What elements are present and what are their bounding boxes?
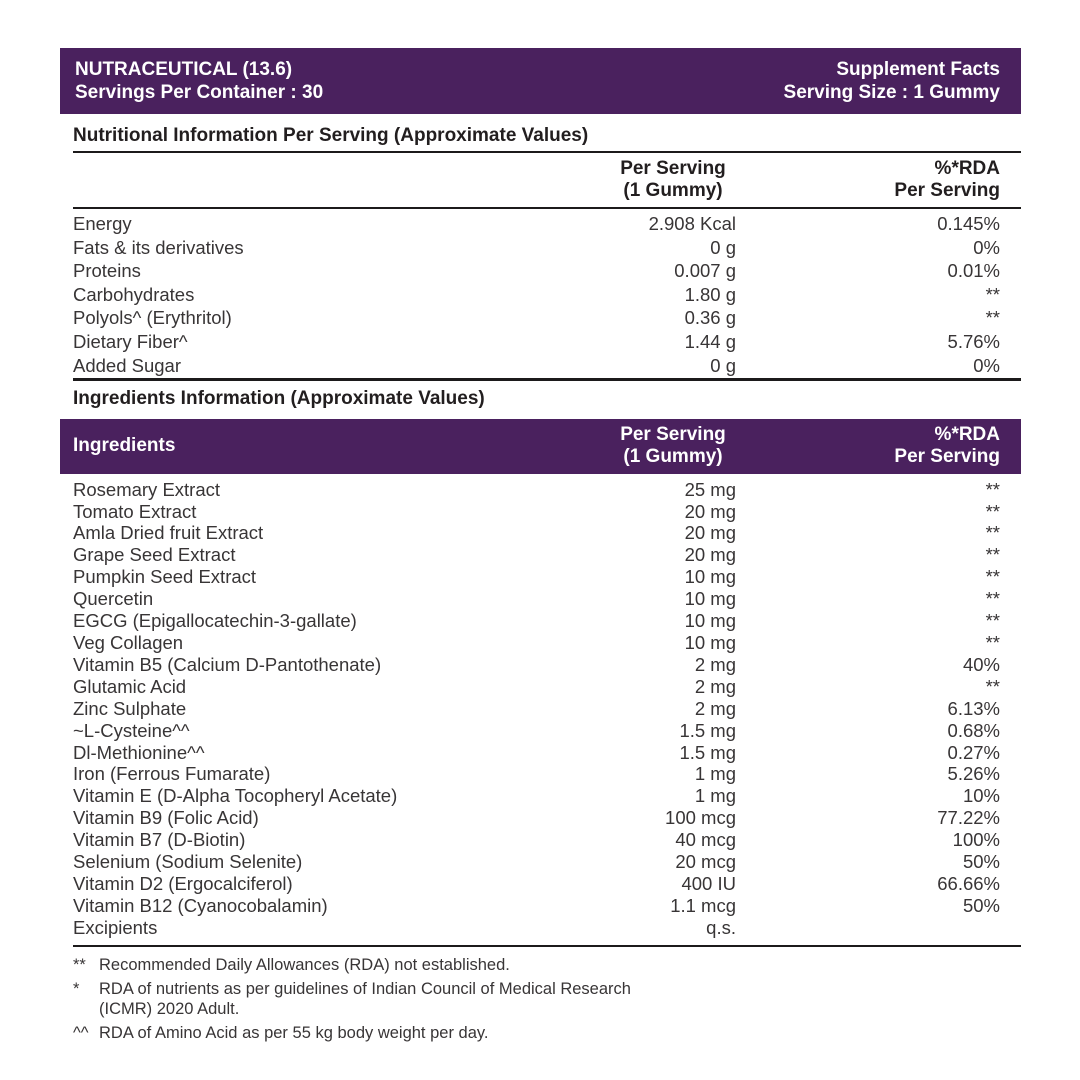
ingredient-row — [73, 698, 1021, 720]
ingredient-name: Rosemary Extract — [73, 478, 221, 500]
ingredient-amount: 2 mg — [694, 653, 736, 675]
supplement-facts-title: Supplement Facts — [836, 59, 1000, 80]
ingredient-row — [73, 544, 1021, 566]
footnote-text: RDA of Amino Acid as per 55 kg body weight per day. — [99, 1023, 489, 1042]
ingredient-rda: 40% — [962, 653, 1000, 675]
ingredient-amount: 20 mg — [684, 544, 736, 566]
ingredient-name: Vitamin B5 (Calcium D-Pantothenate) — [73, 653, 382, 675]
ingredient-name: Vitamin E (D-Alpha Tocopheryl Acetate) — [73, 785, 398, 807]
ingredient-rda: ** — [985, 500, 1000, 522]
ingredient-name: Dl-Methionine^^ — [73, 741, 205, 763]
nutrient-rda: 0% — [973, 236, 1000, 258]
ingredient-rda — [736, 917, 1021, 939]
ingredient-rda: 5.26% — [947, 763, 1000, 785]
ingredient-rda: ** — [985, 632, 1000, 653]
ingredient-name: Vitamin D2 (Ergocalciferol) — [73, 872, 293, 894]
ingredient-amount: 1.1 mcg — [670, 894, 736, 916]
ingredient-amount: 400 IU — [681, 872, 736, 894]
ingredient-row — [73, 851, 1021, 873]
nutrient-rda: 0% — [973, 354, 1000, 376]
nutrient-amount: 1.44 g — [684, 330, 736, 352]
ingredient-amount: 40 mcg — [675, 829, 736, 851]
ingredients-column-header: Ingredients — [73, 435, 176, 457]
ingredient-name: Glutamic Acid — [73, 675, 187, 697]
ingredient-amount: 1.5 mg — [679, 719, 736, 741]
footnote — [73, 955, 1021, 975]
nutrition-row — [73, 330, 1021, 354]
header-bar — [60, 48, 1021, 114]
ingredient-amount: q.s. — [706, 916, 736, 938]
ingredient-name: Zinc Sulphate — [73, 697, 187, 719]
ingredient-rda: ** — [985, 478, 1000, 500]
rda-column-header: %*RDA Per Serving — [894, 158, 1000, 201]
footnote-marker: * — [73, 979, 80, 998]
ingredient-row — [73, 610, 1021, 632]
ingredient-amount: 2 mg — [694, 675, 736, 697]
nutrient-name: Energy — [73, 213, 132, 234]
nutrient-name: Added Sugar — [73, 354, 182, 376]
ingredient-amount: 1 mg — [694, 763, 736, 785]
nutrient-amount: 2.908 Kcal — [648, 213, 736, 234]
nutrition-section-title: Nutritional Information Per Serving (Approximate Values) — [73, 125, 589, 146]
serving-size: Serving Size : 1 Gummy — [783, 82, 1000, 103]
ingredient-rda: ** — [985, 522, 1000, 544]
ingredients-section-title: Ingredients Information (Approximate Values) — [73, 387, 485, 409]
ingredient-name: Vitamin B9 (Folic Acid) — [73, 807, 259, 829]
ingredient-row — [73, 807, 1021, 829]
footnote-marker: ^^ — [73, 1023, 89, 1042]
nutrient-name: Carbohydrates — [73, 283, 195, 305]
ingredient-name: Pumpkin Seed Extract — [73, 566, 257, 588]
ingredient-row — [73, 763, 1021, 785]
header-right — [784, 58, 1000, 104]
ingredient-name: Excipients — [73, 916, 158, 938]
servings-per-container: Servings Per Container : 30 — [75, 82, 324, 103]
nutrition-row — [73, 306, 1021, 330]
nutrition-row — [73, 212, 1021, 236]
product-name: NUTRACEUTICAL (13.6) — [75, 59, 293, 80]
ingredient-rda: 0.68% — [947, 719, 1000, 741]
header-left — [75, 58, 323, 104]
ingredient-amount: 1 mg — [694, 785, 736, 807]
ingredient-row — [73, 742, 1021, 764]
nutrition-row — [73, 236, 1021, 260]
footnote-marker: ** — [73, 955, 86, 974]
nutrient-name: Proteins — [73, 260, 141, 282]
nutrient-rda: ** — [985, 307, 1000, 329]
ingredient-row — [73, 785, 1021, 807]
nutrition-label-column-header — [73, 158, 610, 202]
ingredient-row — [73, 501, 1021, 523]
ingredient-rda: ** — [985, 566, 1000, 588]
ingredient-row — [73, 566, 1021, 588]
nutrient-rda: 0.01% — [947, 260, 1000, 282]
ingredient-rda: ** — [985, 675, 1000, 697]
ingredient-rda: 0.27% — [947, 741, 1000, 763]
nutrition-table — [73, 209, 1021, 378]
ingredient-amount: 1.5 mg — [679, 741, 736, 763]
ingredient-name: Iron (Ferrous Fumarate) — [73, 763, 271, 785]
ingredient-row — [73, 873, 1021, 895]
supplement-facts-label — [60, 48, 1021, 1043]
footnote-text: RDA of nutrients as per guidelines of Indian Council of Medical Research (ICMR) 2020 Adult. — [99, 979, 631, 1018]
ingredient-name: Amla Dried fruit Extract — [73, 522, 264, 544]
ingredient-amount: 10 mg — [684, 588, 736, 610]
nutrient-rda: 0.145% — [937, 213, 1000, 234]
ingredient-rda: 77.22% — [937, 807, 1000, 829]
ingredient-row — [73, 829, 1021, 851]
ingredient-rda: ** — [985, 588, 1000, 610]
ingredient-name: Selenium (Sodium Selenite) — [73, 851, 303, 873]
nutrition-column-headers — [73, 153, 1021, 207]
ingredient-amount: 10 mg — [684, 566, 736, 588]
rule-under-nutrition-table — [73, 378, 1021, 381]
ingredient-amount: 25 mg — [684, 478, 736, 500]
ingredient-amount: 10 mg — [684, 610, 736, 632]
ingredient-row — [73, 588, 1021, 610]
ingredient-row — [73, 479, 1021, 501]
ingredient-row — [73, 676, 1021, 698]
nutrient-name: Fats & its derivatives — [73, 236, 244, 258]
rule-under-ingredients-table — [73, 945, 1021, 947]
nutrient-amount: 0 g — [710, 236, 736, 258]
nutrition-row — [73, 259, 1021, 283]
ingredient-name: Tomato Extract — [73, 500, 197, 522]
per-serving-column-header: Per Serving (1 Gummy) — [620, 158, 726, 201]
nutrient-amount: 0.36 g — [684, 307, 736, 329]
ingredient-rda: ** — [985, 544, 1000, 566]
ingredient-rda: 50% — [962, 894, 1000, 916]
nutrition-row — [73, 354, 1021, 378]
ingredient-amount: 10 mg — [684, 632, 736, 653]
nutrient-name: Polyols^ (Erythritol) — [73, 307, 232, 329]
nutrient-name: Dietary Fiber^ — [73, 330, 188, 352]
ingredient-row — [73, 654, 1021, 676]
ingredient-row — [73, 895, 1021, 917]
ingredient-row — [73, 917, 1021, 939]
ingredient-amount: 2 mg — [694, 697, 736, 719]
footnote — [73, 979, 1021, 1019]
ingredient-row — [73, 632, 1021, 654]
ingredients-header-bar — [60, 419, 1021, 474]
ingredient-name: Quercetin — [73, 588, 154, 610]
footnote-text: Recommended Daily Allowances (RDA) not established. — [99, 955, 510, 974]
nutrition-row — [73, 283, 1021, 307]
ingredient-row — [73, 720, 1021, 742]
nutrient-amount: 0.007 g — [674, 260, 736, 282]
ingredient-rda: 6.13% — [947, 697, 1000, 719]
ingredient-amount: 100 mcg — [665, 807, 736, 829]
ingredient-name: Grape Seed Extract — [73, 544, 236, 566]
nutrient-rda: ** — [985, 283, 1000, 305]
footnote — [73, 1023, 1021, 1043]
ingredient-row — [73, 522, 1021, 544]
ingredients-per-serving-column-header: Per Serving (1 Gummy) — [620, 424, 726, 468]
ingredient-amount: 20 mcg — [675, 851, 736, 873]
ingredient-name: ~L-Cysteine^^ — [73, 719, 190, 741]
ingredients-table — [73, 474, 1021, 941]
ingredient-name: Vitamin B12 (Cyanocobalamin) — [73, 894, 328, 916]
ingredient-rda: 10% — [962, 785, 1000, 807]
ingredient-name: Veg Collagen — [73, 632, 184, 653]
ingredient-name: EGCG (Epigallocatechin-3-gallate) — [73, 610, 357, 632]
ingredient-rda: 66.66% — [937, 872, 1000, 894]
nutrient-amount: 0 g — [710, 354, 736, 376]
ingredient-name: Vitamin B7 (D-Biotin) — [73, 829, 246, 851]
ingredient-rda: 100% — [952, 829, 1000, 851]
nutrient-amount: 1.80 g — [684, 283, 736, 305]
nutrient-rda: 5.76% — [947, 330, 1000, 352]
ingredient-rda: ** — [985, 610, 1000, 632]
ingredient-amount: 20 mg — [684, 500, 736, 522]
ingredient-rda: 50% — [962, 851, 1000, 873]
ingredient-amount: 20 mg — [684, 522, 736, 544]
footnotes — [73, 955, 1021, 1043]
ingredients-rda-column-header: %*RDA Per Serving — [894, 424, 1000, 468]
